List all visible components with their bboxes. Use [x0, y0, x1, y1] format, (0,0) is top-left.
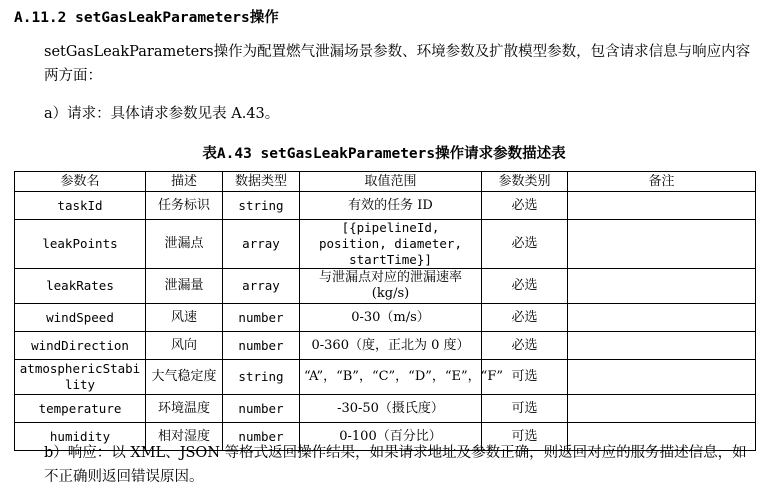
cell-note [568, 360, 756, 395]
cell-param-name: windSpeed [15, 304, 146, 332]
intro-paragraph [14, 40, 756, 88]
header-note: 备注 [568, 172, 756, 192]
parameter-table [14, 171, 756, 451]
cell-value-range: 与泄漏点对应的泄漏速率(kg/s) [300, 269, 482, 304]
cell-data-type: number [223, 304, 300, 332]
cell-data-type: number [223, 332, 300, 360]
cell-value-range: 0-30（m/s） [300, 304, 482, 332]
intro-text: setGasLeakParameters操作为配置燃气泄漏场景参数、环境参数及扩散模型参数，包含请求信息与响应内容两方面： [44, 44, 751, 84]
cell-param-category: 必选 [482, 304, 568, 332]
table-row [15, 192, 756, 220]
cell-data-type: array [223, 220, 300, 269]
cell-param-category: 可选 [482, 395, 568, 423]
cell-param-category: 必选 [482, 269, 568, 304]
cell-data-type: array [223, 269, 300, 304]
cell-param-name: windDirection [15, 332, 146, 360]
cell-value-range: “A”，“B”，“C”，“D”，“E”，“F” [300, 360, 482, 395]
response-paragraph [14, 441, 756, 489]
cell-description: 任务标识 [146, 192, 223, 220]
cell-note [568, 269, 756, 304]
cell-description: 环境温度 [146, 395, 223, 423]
cell-note [568, 192, 756, 220]
cell-param-name: humidity [15, 423, 146, 451]
cell-description: 风向 [146, 332, 223, 360]
cell-param-category: 必选 [482, 220, 568, 269]
table-row [15, 360, 756, 395]
cell-description: 大气稳定度 [146, 360, 223, 395]
header-value-range: 取值范围 [300, 172, 482, 192]
cell-value-range: 0-360（度，正北为 0 度） [300, 332, 482, 360]
cell-note [568, 395, 756, 423]
cell-note [568, 304, 756, 332]
section-heading: A.11.2 setGasLeakParameters操作 [14, 10, 279, 26]
cell-value-range: 有效的任务 ID [300, 192, 482, 220]
cell-param-name: atmosphericStability [15, 360, 146, 395]
request-paragraph: a）请求：具体请求参数见表 A.43。 [44, 106, 280, 122]
cell-data-type: number [223, 395, 300, 423]
table-caption: 表A.43 setGasLeakParameters操作请求参数描述表 [202, 146, 566, 162]
cell-value-range: [{pipelineId, position, diameter, startTime}] [300, 220, 482, 269]
cell-data-type: number [223, 423, 300, 451]
header-description: 描述 [146, 172, 223, 192]
cell-param-category: 必选 [482, 192, 568, 220]
header-data-type: 数据类型 [223, 172, 300, 192]
cell-description: 相对湿度 [146, 423, 223, 451]
cell-description: 泄漏点 [146, 220, 223, 269]
cell-value-range: 0-100（百分比） [300, 423, 482, 451]
cell-param-name: taskId [15, 192, 146, 220]
cell-param-category: 必选 [482, 332, 568, 360]
table-row [15, 332, 756, 360]
cell-value-range: -30-50（摄氏度） [300, 395, 482, 423]
cell-param-category: 可选 [482, 423, 568, 451]
cell-param-name: leakRates [15, 269, 146, 304]
table-row [15, 304, 756, 332]
cell-data-type: string [223, 192, 300, 220]
cell-param-name: temperature [15, 395, 146, 423]
cell-description: 泄漏量 [146, 269, 223, 304]
cell-param-name: leakPoints [15, 220, 146, 269]
cell-param-category: 可选 [482, 360, 568, 395]
cell-note [568, 332, 756, 360]
cell-data-type: string [223, 360, 300, 395]
table-header-row [15, 172, 756, 192]
table-row [15, 220, 756, 269]
cell-description: 风速 [146, 304, 223, 332]
table-row [15, 269, 756, 304]
header-param-name: 参数名 [15, 172, 146, 192]
table-row [15, 395, 756, 423]
header-param-category: 参数类别 [482, 172, 568, 192]
cell-note [568, 220, 756, 269]
response-text: b）响应：以 XML、JSON 等格式返回操作结果，如果请求地址及参数正确，则返回对应的服务描述信息，如不正确则返回错误原因。 [44, 445, 747, 485]
